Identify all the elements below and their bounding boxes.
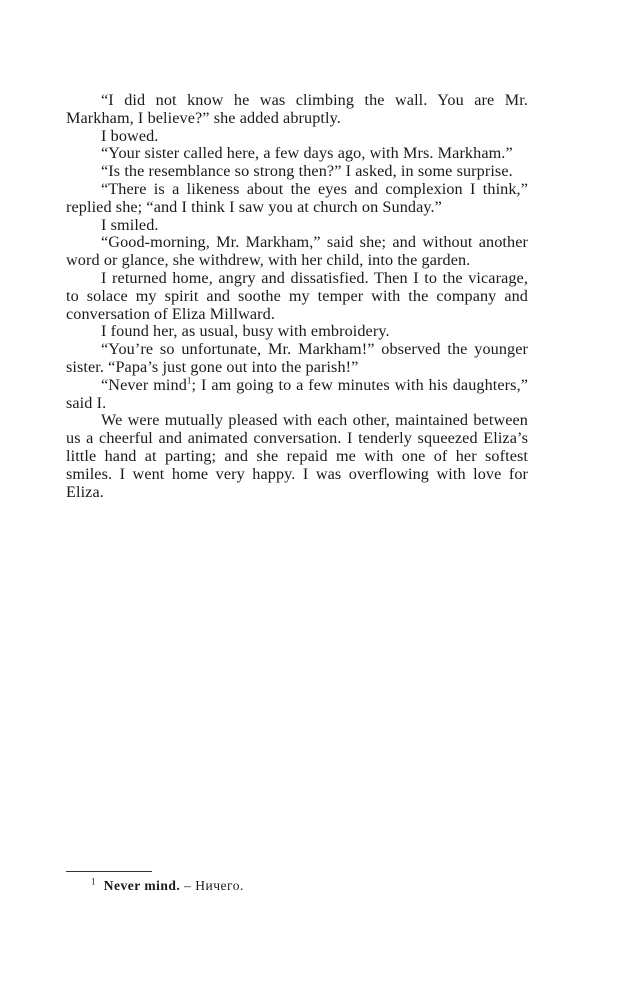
paragraph: I found her, as usual, busy with embroidery.: [101, 322, 390, 341]
body-text: [66, 92, 528, 501]
paragraph: “Your sister called here, a few days ago, with Mrs. Markham.”: [101, 144, 513, 163]
paragraph: “I did not know he was climbing the wall. You are Mr. Markham, I believe?” she added abruptly.: [66, 91, 528, 127]
paragraph: I returned home, angry and dissatisfied. Then I to the vicarage, to solace my spirit and soothe my temper with the company and conversation of Eliza Millward.: [66, 268, 528, 323]
footnote: [91, 878, 244, 894]
paragraph: “Is the resemblance so strong then?” I asked, in some surprise.: [101, 162, 513, 181]
paragraph-text: “Never mind: [101, 375, 187, 394]
footnote-translation: Ничего.: [195, 878, 244, 893]
footnote-reference: 1: [186, 375, 192, 386]
paragraph: “You’re so unfortunate, Mr. Markham!” observed the younger sister. “Papa’s just gone out into the parish!”: [66, 340, 528, 376]
paragraph-with-footnote-ref: [66, 377, 528, 413]
paragraph: I bowed.: [101, 126, 159, 145]
footnote-number: 1: [91, 876, 96, 887]
paragraph: We were mutually pleased with each other, maintained between us a cheerful and animated conversation. I tenderly squeezed Eliza’s little hand at parting; and she repaid me with one of her softest smiles. I went home very happy. I was overflowing with love for Eliza.: [66, 411, 528, 501]
paragraph: “Good-morning, Mr. Markham,” said she; and without another word or glance, she withdrew, with her child, into the garden.: [66, 233, 528, 270]
footnote-dash: –: [180, 878, 196, 893]
footnote-term: Never mind.: [103, 878, 181, 893]
footnote-separator: [66, 871, 152, 872]
paragraph: “There is a likeness about the eyes and complexion I think,” replied she; “and I think I saw you at church on Sunday.”: [66, 179, 528, 216]
paragraph: I smiled.: [101, 215, 159, 234]
paragraph-text: ; I am going to a few minutes with his daughters,” said I.: [66, 375, 528, 412]
